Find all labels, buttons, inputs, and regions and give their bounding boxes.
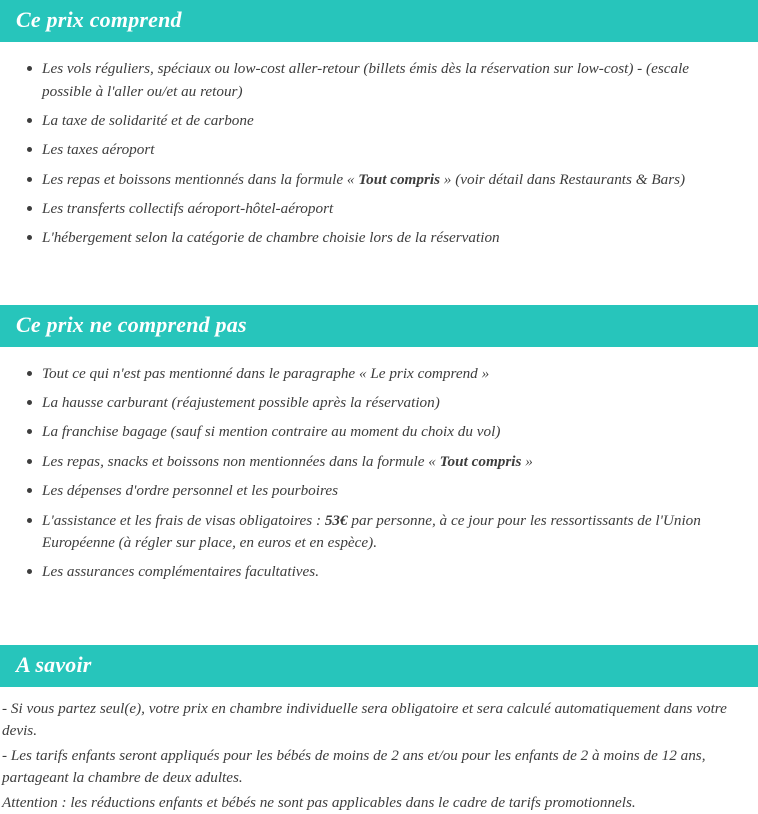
section-to-know [0, 645, 758, 814]
list-item-text-pre: Les vols réguliers, spéciaux ou low-cost aller-retour (billets émis dès la réservation sur low-cost) - (escale possible à l'aller ou/et au retour) [42, 60, 690, 100]
spacer [0, 263, 758, 305]
included-list [0, 42, 758, 262]
list-item-text-post: par personne, à ce jour pour les ressortissants de l'Union Européenne (à régler sur place, en euros et en espèce). [42, 511, 701, 551]
list-item [0, 139, 746, 161]
list-item-text-post: » (voir détail dans Restaurants & Bars) [440, 170, 686, 188]
section-not-included-body [0, 347, 758, 597]
list-item-text-pre: La hausse carburant (réajustement possible après la réservation) [42, 394, 440, 412]
section-included-body [0, 42, 758, 262]
list-item [0, 510, 746, 555]
list-item-text-pre: La franchise bagage (sauf si mention contraire au moment du choix du vol) [42, 423, 501, 441]
list-item-text-pre: Les repas et boissons mentionnés dans la formule « [42, 170, 359, 188]
list-item [0, 110, 746, 132]
list-item-text-bold: 53€ [324, 511, 348, 529]
note-paragraph: Attention : les réductions enfants et bébés ne sont pas applicables dans le cadre de tarifs promotionnels. [2, 793, 636, 811]
section-included [0, 0, 758, 263]
list-item-text-pre: L'hébergement selon la catégorie de chambre choisie lors de la réservation [42, 229, 500, 247]
section-to-know-body [0, 687, 758, 814]
list-item-text-bold: Tout compris [439, 452, 522, 470]
list-item-text-pre: Les transferts collectifs aéroport-hôtel-aéroport [42, 199, 334, 217]
spacer [0, 597, 758, 645]
list-item-text-pre: La taxe de solidarité et de carbone [42, 111, 254, 129]
list-item-text-pre: Les dépenses d'ordre personnel et les pourboires [42, 482, 338, 500]
list-item [0, 480, 746, 502]
list-item [0, 58, 746, 103]
list-item-text-bold: Tout compris [358, 170, 440, 188]
section-to-know-title: A savoir [0, 645, 758, 687]
list-item [0, 227, 746, 249]
list-item-text-pre: L'assistance et les frais de visas obligatoires : [42, 511, 325, 529]
note-paragraph: - Si vous partez seul(e), votre prix en chambre individuelle sera obligatoire et sera calculé automatiquement dans votre devis. [2, 699, 727, 740]
section-not-included [0, 305, 758, 597]
list-item [0, 421, 746, 443]
list-item-text-pre: Tout ce qui n'est pas mentionné dans le paragraphe « Le prix comprend » [42, 364, 490, 382]
not-included-list [0, 347, 758, 597]
list-item-text-post: » [521, 452, 533, 470]
list-item [0, 363, 746, 385]
list-item [0, 198, 746, 220]
list-item [0, 392, 746, 414]
list-item [0, 561, 746, 583]
list-item-text-pre: Les assurances complémentaires facultatives. [42, 563, 319, 581]
section-not-included-title: Ce prix ne comprend pas [0, 305, 758, 347]
list-item-text-pre: Les taxes aéroport [42, 141, 155, 159]
list-item [0, 169, 746, 191]
list-item-text-pre: Les repas, snacks et boissons non mentionnées dans la formule « [42, 452, 440, 470]
note-paragraph: - Les tarifs enfants seront appliqués pour les bébés de moins de 2 ans et/ou pour les enfants de 2 à moins de 12 ans, partageant la chambre de deux adultes. [2, 746, 706, 787]
list-item [0, 451, 746, 473]
section-included-title: Ce prix comprend [0, 0, 758, 42]
